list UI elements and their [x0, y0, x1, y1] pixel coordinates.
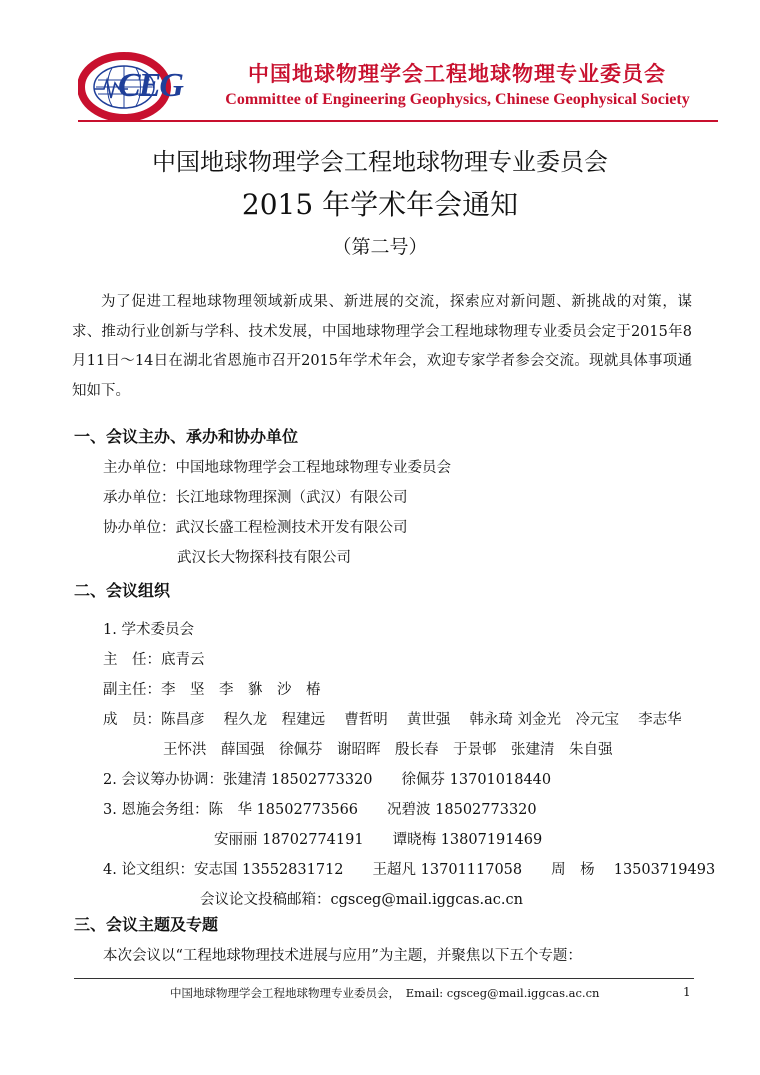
academic-committee: 1. 学术委员会 — [103, 622, 194, 638]
title-line-2: 2015 年学术年会通知 — [241, 188, 519, 221]
coordination-contacts: 2. 会议筹办协调：张建清 18502773320 徐佩芬 13701018440 — [103, 772, 552, 788]
co-organizer-unit: 协办单位：武汉长盛工程检测技术开发有限公司 — [103, 520, 408, 536]
intro-paragraph: 为了促进工程地球物理领域新成果、新进展的交流，探索应对新问题、新挑战的对策，谋求、推动行业创新与学科、技术发展，中国地球物理学会工程地球物理专业委员会定于2015年8月11日～14日在湖北省恩施市召开2015年学术年会，欢迎专家学者参会交流。现就具体事项通知如下。 — [72, 294, 692, 399]
header-divider — [78, 120, 718, 122]
logo-text: CEG — [118, 67, 182, 104]
committee-vice-directors: 副主任：李 坚 李 貅 沙 椿 — [103, 682, 321, 698]
title-line-1: 中国地球物理学会工程地球物理专业委员会 — [152, 148, 608, 176]
enshi-team-1: 3. 恩施会务组：陈 华 18502773566 况碧波 18502773320 — [103, 802, 537, 818]
org-name-en: Committee of Engineering Geophysics, Chinese Geophysical Society — [225, 91, 690, 108]
org-name-cn: 中国地球物理学会工程地球物理专业委员会 — [248, 62, 666, 86]
paper-organization: 4. 论文组织：安志国 13552831712 王超凡 13701117058 周 杨 13503719493 — [103, 862, 716, 878]
paper-submission-email[interactable]: 会议论文投稿邮箱：cgsceg@mail.iggcas.ac.cn — [200, 892, 523, 908]
section-1-heading: 一、会议主办、承办和协办单位 — [74, 427, 299, 446]
organizer-unit: 承办单位：长江地球物理探测（武汉）有限公司 — [103, 490, 408, 506]
committee-members-2: 王怀洪 薛国强 徐佩芬 谢昭晖 殷长春 于景邨 张建清 朱自强 — [163, 742, 613, 758]
page-number: 1 — [683, 985, 691, 999]
title-line-3: （第二号） — [332, 236, 428, 258]
enshi-team-2: 安丽丽 18702774191 谭晓梅 13807191469 — [214, 832, 543, 848]
host-unit: 主办单位：中国地球物理学会工程地球物理专业委员会 — [103, 460, 451, 476]
section-3-heading: 三、会议主题及专题 — [74, 915, 219, 934]
footer-divider — [74, 978, 694, 979]
theme-intro: 本次会议以“工程地球物理技术进展与应用”为主题，并聚焦以下五个专题： — [103, 948, 582, 964]
ceg-logo — [78, 52, 180, 122]
committee-director: 主 任：底青云 — [103, 652, 205, 668]
footer-text: 中国地球物理学会工程地球物理专业委员会， Email: cgsceg@mail.iggcas.ac.cn — [170, 986, 600, 1000]
committee-members-1: 成 员：陈昌彦 程久龙 程建远 曹哲明 黄世强 韩永琦 刘金光 冷元宝 李志华 — [103, 712, 682, 728]
co-organizer-unit-2: 武汉长大物探科技有限公司 — [177, 550, 351, 566]
section-2-heading: 二、会议组织 — [74, 581, 171, 600]
